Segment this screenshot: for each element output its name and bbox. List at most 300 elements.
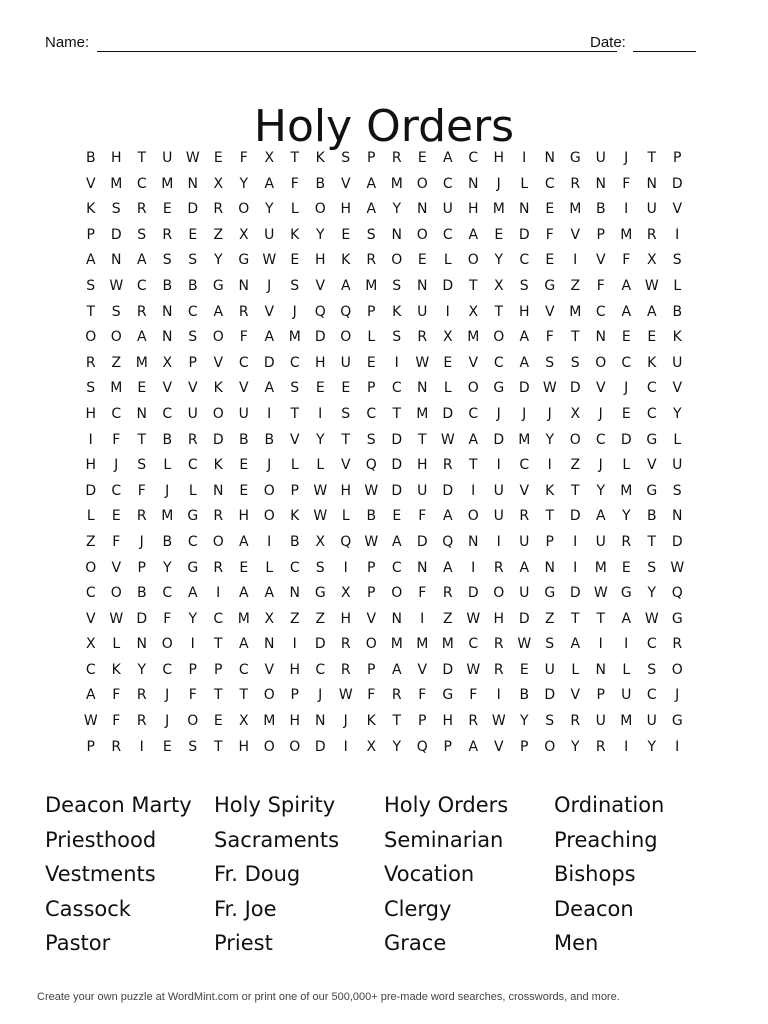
grid-cell[interactable]: E bbox=[213, 713, 223, 730]
grid-cell[interactable]: N bbox=[468, 533, 479, 550]
grid-cell[interactable]: I bbox=[445, 303, 450, 320]
grid-cell[interactable]: S bbox=[392, 277, 402, 294]
grid-cell[interactable]: C bbox=[646, 405, 657, 422]
grid-cell[interactable]: J bbox=[624, 150, 629, 166]
grid-cell[interactable]: X bbox=[468, 303, 479, 320]
grid-cell[interactable]: E bbox=[443, 354, 453, 371]
grid-cell[interactable]: R bbox=[340, 636, 351, 653]
grid-cell[interactable]: C bbox=[646, 636, 657, 653]
grid-cell[interactable]: G bbox=[493, 380, 505, 397]
grid-cell[interactable]: P bbox=[137, 559, 146, 576]
grid-cell[interactable]: F bbox=[418, 687, 427, 704]
grid-cell[interactable]: F bbox=[596, 277, 605, 294]
name-blank-line[interactable] bbox=[97, 51, 617, 52]
grid-cell[interactable]: T bbox=[596, 610, 606, 627]
grid-cell[interactable]: C bbox=[187, 457, 198, 474]
grid-cell[interactable]: X bbox=[238, 226, 249, 243]
grid-cell[interactable]: B bbox=[672, 303, 683, 320]
grid-cell[interactable]: P bbox=[545, 533, 554, 550]
grid-cell[interactable]: F bbox=[112, 533, 121, 550]
grid-cell[interactable]: B bbox=[85, 150, 96, 166]
grid-cell[interactable]: N bbox=[213, 482, 224, 499]
grid-cell[interactable]: S bbox=[188, 329, 198, 346]
grid-cell[interactable]: I bbox=[675, 738, 680, 755]
grid-cell[interactable]: S bbox=[366, 226, 376, 243]
grid-cell[interactable]: P bbox=[418, 713, 427, 730]
grid-cell[interactable]: C bbox=[136, 277, 147, 294]
grid-cell[interactable]: E bbox=[213, 150, 223, 166]
grid-cell[interactable]: F bbox=[545, 329, 554, 346]
grid-cell[interactable]: P bbox=[290, 687, 299, 704]
grid-cell[interactable]: Z bbox=[442, 610, 453, 627]
grid-cell[interactable]: R bbox=[340, 661, 351, 678]
grid-cell[interactable]: X bbox=[264, 150, 275, 166]
grid-cell[interactable]: U bbox=[595, 150, 606, 166]
grid-cell[interactable]: U bbox=[672, 354, 683, 371]
grid-cell[interactable]: Q bbox=[365, 457, 377, 474]
grid-cell[interactable]: T bbox=[647, 533, 657, 550]
grid-cell[interactable]: R bbox=[442, 585, 453, 602]
grid-cell[interactable]: W bbox=[313, 508, 328, 525]
grid-cell[interactable]: N bbox=[391, 226, 402, 243]
grid-cell[interactable]: W bbox=[466, 610, 481, 627]
grid-cell[interactable]: C bbox=[595, 431, 606, 448]
grid-cell[interactable]: X bbox=[366, 738, 377, 755]
grid-cell[interactable]: N bbox=[238, 277, 249, 294]
grid-cell[interactable]: S bbox=[188, 738, 198, 755]
grid-cell[interactable]: W bbox=[644, 610, 659, 627]
grid-cell[interactable]: E bbox=[366, 354, 376, 371]
grid-cell[interactable]: W bbox=[109, 277, 124, 294]
grid-cell[interactable]: S bbox=[315, 559, 325, 576]
grid-cell[interactable]: G bbox=[620, 585, 632, 602]
grid-cell[interactable]: E bbox=[239, 559, 249, 576]
grid-cell[interactable]: D bbox=[110, 226, 122, 243]
grid-cell[interactable]: J bbox=[624, 380, 629, 397]
grid-cell[interactable]: U bbox=[162, 150, 173, 166]
grid-cell[interactable]: Y bbox=[596, 482, 606, 499]
grid-cell[interactable]: A bbox=[264, 585, 275, 602]
grid-cell[interactable]: X bbox=[646, 252, 657, 269]
letter-grid[interactable] bbox=[78, 146, 690, 760]
grid-cell[interactable]: A bbox=[519, 559, 530, 576]
grid-cell[interactable]: Y bbox=[494, 252, 504, 269]
grid-cell[interactable]: K bbox=[392, 303, 402, 320]
grid-cell[interactable]: V bbox=[570, 687, 581, 704]
grid-cell[interactable]: A bbox=[366, 175, 377, 192]
grid-cell[interactable]: O bbox=[110, 329, 122, 346]
grid-cell[interactable]: C bbox=[289, 354, 300, 371]
grid-cell[interactable]: E bbox=[647, 329, 657, 346]
grid-cell[interactable]: D bbox=[518, 380, 530, 397]
grid-cell[interactable]: O bbox=[85, 559, 97, 576]
grid-cell[interactable]: Q bbox=[340, 303, 352, 320]
grid-cell[interactable]: O bbox=[263, 508, 275, 525]
grid-cell[interactable]: W bbox=[364, 482, 379, 499]
grid-cell[interactable]: R bbox=[162, 226, 173, 243]
grid-cell[interactable]: A bbox=[238, 636, 249, 653]
grid-cell[interactable]: S bbox=[341, 150, 351, 166]
grid-cell[interactable]: O bbox=[467, 252, 479, 269]
grid-cell[interactable]: L bbox=[520, 175, 529, 192]
grid-cell[interactable]: S bbox=[137, 226, 147, 243]
grid-cell[interactable]: P bbox=[188, 661, 197, 678]
grid-cell[interactable]: B bbox=[289, 533, 300, 550]
grid-cell[interactable]: C bbox=[595, 303, 606, 320]
grid-cell[interactable]: F bbox=[545, 226, 554, 243]
grid-cell[interactable]: T bbox=[494, 303, 504, 320]
grid-cell[interactable]: Y bbox=[392, 201, 402, 218]
grid-cell[interactable]: D bbox=[544, 687, 556, 704]
grid-cell[interactable]: S bbox=[111, 201, 121, 218]
grid-cell[interactable]: W bbox=[542, 380, 557, 397]
grid-cell[interactable]: H bbox=[493, 610, 505, 627]
grid-cell[interactable]: F bbox=[112, 431, 121, 448]
grid-cell[interactable]: G bbox=[212, 277, 224, 294]
grid-cell[interactable]: T bbox=[468, 457, 478, 474]
grid-cell[interactable]: R bbox=[366, 252, 377, 269]
grid-cell[interactable]: T bbox=[213, 738, 223, 755]
grid-cell[interactable]: N bbox=[391, 610, 402, 627]
grid-cell[interactable]: U bbox=[595, 533, 606, 550]
grid-cell[interactable]: L bbox=[290, 201, 299, 218]
grid-cell[interactable]: B bbox=[315, 175, 326, 192]
grid-cell[interactable]: L bbox=[112, 636, 121, 653]
grid-cell[interactable]: Z bbox=[315, 610, 326, 627]
grid-cell[interactable]: A bbox=[519, 329, 530, 346]
grid-cell[interactable]: A bbox=[391, 661, 402, 678]
grid-cell[interactable]: G bbox=[569, 150, 581, 166]
grid-cell[interactable]: P bbox=[443, 738, 452, 755]
grid-cell[interactable]: D bbox=[391, 482, 403, 499]
grid-cell[interactable]: T bbox=[239, 687, 249, 704]
grid-cell[interactable]: U bbox=[340, 354, 351, 371]
grid-cell[interactable]: F bbox=[418, 508, 427, 525]
grid-cell[interactable]: Z bbox=[111, 354, 122, 371]
grid-cell[interactable]: U bbox=[621, 687, 632, 704]
grid-cell[interactable]: R bbox=[417, 329, 428, 346]
grid-cell[interactable]: A bbox=[468, 226, 479, 243]
grid-cell[interactable]: H bbox=[467, 201, 479, 218]
grid-cell[interactable]: G bbox=[671, 713, 683, 730]
grid-cell[interactable]: C bbox=[136, 175, 147, 192]
grid-cell[interactable]: B bbox=[187, 277, 198, 294]
grid-cell[interactable]: G bbox=[646, 431, 658, 448]
grid-cell[interactable]: O bbox=[187, 713, 199, 730]
grid-cell[interactable]: O bbox=[289, 738, 301, 755]
grid-cell[interactable]: D bbox=[416, 533, 428, 550]
grid-cell[interactable]: D bbox=[391, 457, 403, 474]
grid-cell[interactable]: J bbox=[598, 457, 603, 474]
grid-cell[interactable]: B bbox=[136, 585, 147, 602]
grid-cell[interactable]: R bbox=[213, 508, 224, 525]
grid-cell[interactable]: N bbox=[289, 585, 300, 602]
grid-cell[interactable]: F bbox=[418, 585, 427, 602]
grid-cell[interactable]: O bbox=[365, 636, 377, 653]
grid-cell[interactable]: X bbox=[162, 354, 173, 371]
grid-cell[interactable]: D bbox=[493, 431, 505, 448]
grid-cell[interactable]: Z bbox=[570, 457, 581, 474]
grid-cell[interactable]: C bbox=[442, 175, 453, 192]
grid-cell[interactable]: F bbox=[137, 482, 146, 499]
grid-cell[interactable]: N bbox=[187, 175, 198, 192]
grid-cell[interactable]: R bbox=[391, 687, 402, 704]
grid-cell[interactable]: S bbox=[519, 277, 529, 294]
grid-cell[interactable]: T bbox=[290, 150, 300, 166]
grid-cell[interactable]: V bbox=[646, 457, 657, 474]
grid-cell[interactable]: T bbox=[213, 687, 223, 704]
grid-cell[interactable]: P bbox=[596, 687, 605, 704]
grid-cell[interactable]: U bbox=[646, 713, 657, 730]
grid-cell[interactable]: A bbox=[85, 687, 96, 704]
grid-cell[interactable]: W bbox=[338, 687, 353, 704]
grid-cell[interactable]: T bbox=[137, 431, 147, 448]
grid-cell[interactable]: M bbox=[620, 713, 633, 730]
grid-cell[interactable]: H bbox=[85, 457, 97, 474]
grid-cell[interactable]: N bbox=[417, 277, 428, 294]
grid-cell[interactable]: T bbox=[392, 713, 402, 730]
grid-cell[interactable]: J bbox=[547, 405, 552, 422]
grid-cell[interactable]: G bbox=[671, 610, 683, 627]
grid-cell[interactable]: I bbox=[190, 636, 195, 653]
grid-cell[interactable]: R bbox=[672, 636, 683, 653]
grid-cell[interactable]: R bbox=[621, 533, 632, 550]
grid-cell[interactable]: C bbox=[468, 636, 479, 653]
grid-cell[interactable]: C bbox=[85, 585, 96, 602]
grid-cell[interactable]: I bbox=[420, 610, 425, 627]
grid-cell[interactable]: A bbox=[264, 329, 275, 346]
grid-cell[interactable]: G bbox=[646, 482, 658, 499]
grid-cell[interactable]: P bbox=[367, 585, 376, 602]
grid-cell[interactable]: R bbox=[136, 508, 147, 525]
grid-cell[interactable]: Q bbox=[340, 533, 352, 550]
grid-cell[interactable]: V bbox=[672, 201, 683, 218]
grid-cell[interactable]: T bbox=[341, 431, 351, 448]
grid-cell[interactable]: G bbox=[544, 585, 556, 602]
grid-cell[interactable]: J bbox=[114, 457, 119, 474]
grid-cell[interactable]: R bbox=[213, 559, 224, 576]
grid-cell[interactable]: R bbox=[493, 661, 504, 678]
grid-cell[interactable]: V bbox=[289, 431, 300, 448]
grid-cell[interactable]: I bbox=[292, 636, 297, 653]
grid-cell[interactable]: J bbox=[267, 277, 272, 294]
grid-cell[interactable]: A bbox=[646, 303, 657, 320]
grid-cell[interactable]: B bbox=[646, 508, 657, 525]
grid-cell[interactable]: I bbox=[471, 482, 476, 499]
grid-cell[interactable]: C bbox=[187, 303, 198, 320]
grid-cell[interactable]: O bbox=[493, 585, 505, 602]
grid-cell[interactable]: P bbox=[367, 380, 376, 397]
grid-cell[interactable]: P bbox=[367, 559, 376, 576]
grid-cell[interactable]: I bbox=[547, 457, 552, 474]
grid-cell[interactable]: O bbox=[263, 738, 275, 755]
grid-cell[interactable]: H bbox=[442, 713, 454, 730]
grid-cell[interactable]: C bbox=[85, 661, 96, 678]
grid-cell[interactable]: O bbox=[110, 585, 122, 602]
grid-cell[interactable]: L bbox=[443, 252, 452, 269]
grid-cell[interactable]: M bbox=[416, 405, 429, 422]
grid-cell[interactable]: A bbox=[264, 380, 275, 397]
grid-cell[interactable]: L bbox=[443, 380, 452, 397]
grid-cell[interactable]: S bbox=[545, 354, 555, 371]
grid-cell[interactable]: A bbox=[136, 329, 147, 346]
grid-cell[interactable]: R bbox=[111, 738, 122, 755]
grid-cell[interactable]: A bbox=[238, 533, 249, 550]
grid-cell[interactable]: C bbox=[519, 457, 530, 474]
grid-cell[interactable]: W bbox=[313, 482, 328, 499]
grid-cell[interactable]: P bbox=[188, 354, 197, 371]
grid-cell[interactable]: M bbox=[518, 431, 531, 448]
grid-cell[interactable]: P bbox=[214, 661, 223, 678]
grid-cell[interactable]: D bbox=[671, 175, 683, 192]
grid-cell[interactable]: O bbox=[569, 431, 581, 448]
grid-cell[interactable]: B bbox=[162, 533, 173, 550]
grid-cell[interactable]: M bbox=[467, 329, 480, 346]
grid-cell[interactable]: B bbox=[366, 508, 377, 525]
grid-cell[interactable]: S bbox=[647, 661, 657, 678]
grid-cell[interactable]: A bbox=[213, 303, 224, 320]
grid-cell[interactable]: U bbox=[442, 201, 453, 218]
grid-cell[interactable]: I bbox=[624, 738, 629, 755]
grid-cell[interactable]: D bbox=[442, 405, 454, 422]
grid-cell[interactable]: F bbox=[469, 687, 478, 704]
grid-cell[interactable]: G bbox=[187, 559, 199, 576]
grid-cell[interactable]: X bbox=[85, 636, 96, 653]
grid-cell[interactable]: P bbox=[367, 303, 376, 320]
grid-cell[interactable]: E bbox=[239, 457, 249, 474]
grid-cell[interactable]: I bbox=[496, 457, 501, 474]
grid-cell[interactable]: C bbox=[315, 661, 326, 678]
grid-cell[interactable]: J bbox=[318, 687, 323, 704]
grid-cell[interactable]: R bbox=[493, 636, 504, 653]
grid-cell[interactable]: U bbox=[519, 585, 530, 602]
grid-cell[interactable]: O bbox=[85, 329, 97, 346]
grid-cell[interactable]: O bbox=[416, 175, 428, 192]
grid-cell[interactable]: S bbox=[290, 380, 300, 397]
grid-cell[interactable]: S bbox=[672, 482, 682, 499]
grid-cell[interactable]: D bbox=[314, 636, 326, 653]
grid-cell[interactable]: T bbox=[417, 431, 427, 448]
grid-cell[interactable]: L bbox=[163, 457, 172, 474]
grid-cell[interactable]: R bbox=[391, 150, 402, 166]
grid-cell[interactable]: K bbox=[341, 252, 351, 269]
grid-cell[interactable]: V bbox=[162, 380, 173, 397]
grid-cell[interactable]: D bbox=[569, 585, 581, 602]
grid-cell[interactable]: P bbox=[673, 150, 682, 166]
grid-cell[interactable]: X bbox=[340, 585, 351, 602]
grid-cell[interactable]: I bbox=[496, 533, 501, 550]
grid-cell[interactable]: N bbox=[111, 252, 122, 269]
date-blank-line[interactable] bbox=[633, 51, 696, 52]
grid-cell[interactable]: L bbox=[622, 457, 631, 474]
grid-cell[interactable]: R bbox=[519, 508, 530, 525]
grid-cell[interactable]: R bbox=[570, 713, 581, 730]
grid-cell[interactable]: E bbox=[545, 252, 555, 269]
grid-cell[interactable]: U bbox=[493, 508, 504, 525]
grid-cell[interactable]: K bbox=[86, 201, 96, 218]
grid-cell[interactable]: E bbox=[162, 201, 172, 218]
grid-cell[interactable]: W bbox=[440, 431, 455, 448]
grid-cell[interactable]: N bbox=[136, 636, 147, 653]
grid-cell[interactable]: A bbox=[519, 354, 530, 371]
grid-cell[interactable]: C bbox=[289, 559, 300, 576]
grid-cell[interactable]: A bbox=[468, 738, 479, 755]
grid-cell[interactable]: T bbox=[570, 482, 580, 499]
grid-cell[interactable]: I bbox=[318, 405, 323, 422]
grid-cell[interactable]: E bbox=[621, 329, 631, 346]
grid-cell[interactable]: T bbox=[647, 150, 657, 166]
grid-cell[interactable]: P bbox=[367, 661, 376, 678]
grid-cell[interactable]: O bbox=[671, 661, 683, 678]
grid-cell[interactable]: F bbox=[163, 610, 172, 627]
grid-cell[interactable]: U bbox=[417, 303, 428, 320]
grid-cell[interactable]: I bbox=[573, 252, 578, 269]
grid-cell[interactable]: D bbox=[314, 738, 326, 755]
grid-cell[interactable]: I bbox=[624, 636, 629, 653]
grid-cell[interactable]: O bbox=[238, 201, 250, 218]
grid-cell[interactable]: S bbox=[570, 354, 580, 371]
grid-cell[interactable]: U bbox=[417, 482, 428, 499]
grid-cell[interactable]: A bbox=[85, 252, 96, 269]
grid-cell[interactable]: I bbox=[573, 559, 578, 576]
grid-cell[interactable]: V bbox=[570, 226, 581, 243]
grid-cell[interactable]: D bbox=[442, 661, 454, 678]
grid-cell[interactable]: K bbox=[213, 457, 223, 474]
grid-cell[interactable]: N bbox=[417, 201, 428, 218]
grid-cell[interactable]: H bbox=[289, 713, 301, 730]
grid-cell[interactable]: D bbox=[85, 482, 97, 499]
grid-cell[interactable]: D bbox=[187, 201, 199, 218]
grid-cell[interactable]: W bbox=[83, 713, 98, 730]
grid-cell[interactable]: C bbox=[621, 354, 632, 371]
grid-cell[interactable]: W bbox=[415, 354, 430, 371]
grid-cell[interactable]: U bbox=[672, 457, 683, 474]
grid-cell[interactable]: F bbox=[367, 687, 376, 704]
grid-cell[interactable]: S bbox=[86, 277, 96, 294]
grid-cell[interactable]: P bbox=[86, 738, 95, 755]
grid-cell[interactable]: I bbox=[343, 559, 348, 576]
grid-cell[interactable]: S bbox=[188, 252, 198, 269]
grid-cell[interactable]: E bbox=[341, 226, 351, 243]
grid-cell[interactable]: V bbox=[340, 175, 351, 192]
grid-cell[interactable]: Q bbox=[314, 303, 326, 320]
grid-cell[interactable]: I bbox=[343, 738, 348, 755]
grid-cell[interactable]: O bbox=[416, 226, 428, 243]
grid-cell[interactable]: O bbox=[263, 482, 275, 499]
grid-cell[interactable]: A bbox=[442, 150, 453, 166]
grid-cell[interactable]: O bbox=[263, 687, 275, 704]
grid-cell[interactable]: Y bbox=[239, 175, 249, 192]
grid-cell[interactable]: M bbox=[569, 201, 582, 218]
grid-cell[interactable]: A bbox=[621, 610, 632, 627]
grid-cell[interactable]: G bbox=[544, 277, 556, 294]
grid-cell[interactable]: A bbox=[340, 277, 351, 294]
grid-cell[interactable]: K bbox=[290, 508, 300, 525]
grid-cell[interactable]: V bbox=[544, 303, 555, 320]
grid-cell[interactable]: D bbox=[671, 533, 683, 550]
grid-cell[interactable]: K bbox=[315, 150, 325, 166]
grid-cell[interactable]: A bbox=[366, 201, 377, 218]
grid-cell[interactable]: R bbox=[442, 457, 453, 474]
grid-cell[interactable]: M bbox=[135, 354, 148, 371]
grid-cell[interactable]: Y bbox=[621, 508, 631, 525]
grid-cell[interactable]: Y bbox=[545, 431, 555, 448]
grid-cell[interactable]: C bbox=[646, 380, 657, 397]
grid-cell[interactable]: D bbox=[518, 226, 530, 243]
grid-cell[interactable]: A bbox=[238, 585, 249, 602]
grid-cell[interactable]: C bbox=[111, 405, 122, 422]
grid-cell[interactable]: N bbox=[646, 175, 657, 192]
